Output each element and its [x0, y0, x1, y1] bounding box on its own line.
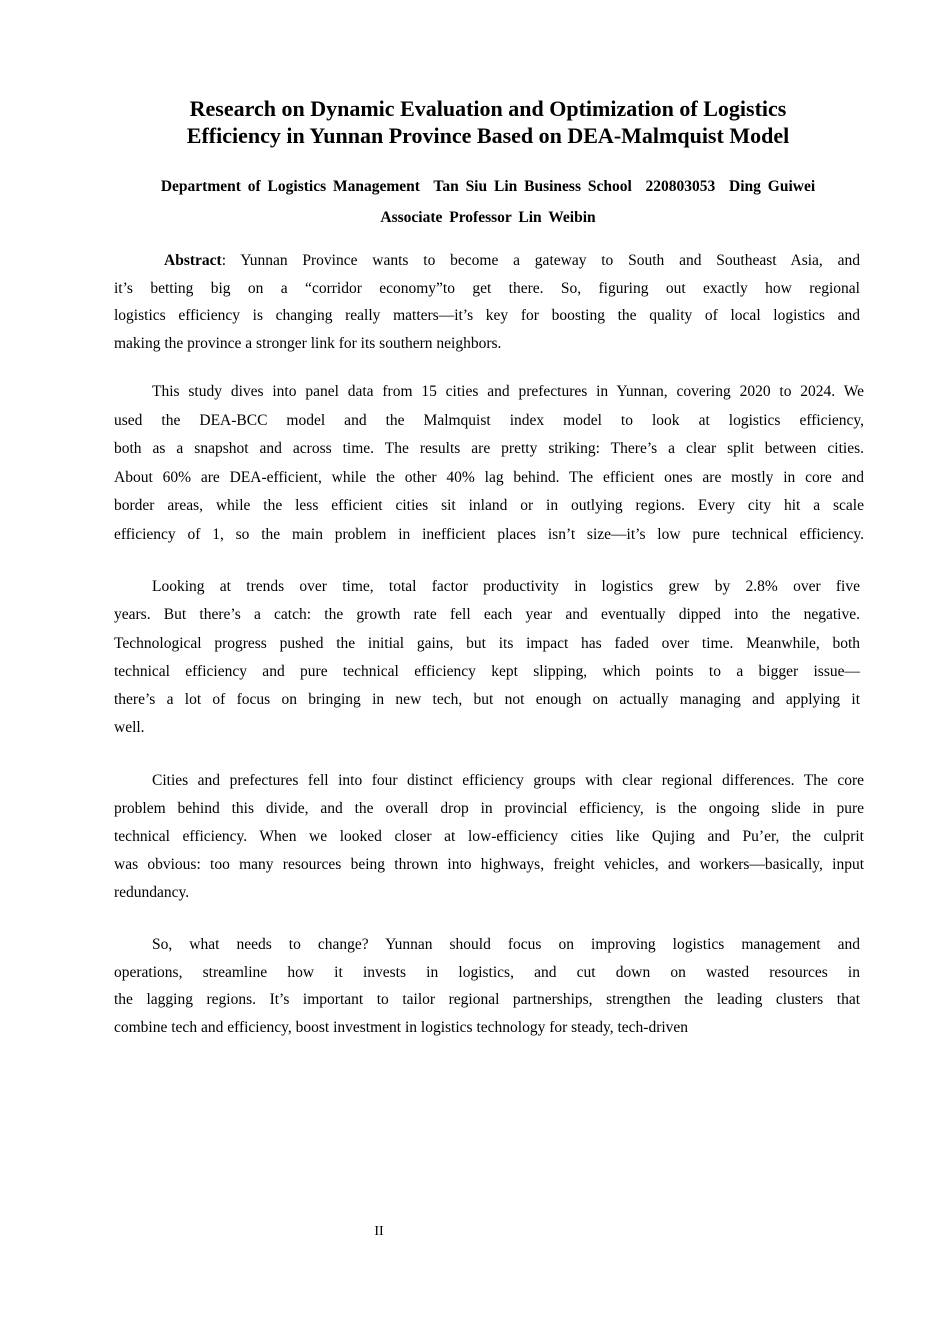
paragraph-line: Technological progress pushed the initial gains, but its impact has faded over time. Meanwhile, both [114, 634, 860, 652]
abstract-line: making the province a stronger link for its southern neighbors. [114, 334, 502, 352]
paragraph-line: Looking at trends over time, total factor productivity in logistics grew by 2.8% over five [152, 578, 860, 595]
paragraph-line: technical efficiency and pure technical efficiency kept slipping, which points to a bigger issue— [114, 662, 860, 680]
paragraph-line: years. But there’s a catch: the growth rate fell each year and eventually dipped into the negative. [114, 606, 860, 624]
paragraph-line: About 60% are DEA-efficient, while the other 40% lag behind. The efficient ones are mostly in core and [114, 468, 864, 486]
paragraph-line: problem behind this divide, and the overall drop in provincial efficiency, is the ongoing slide in pure [114, 800, 864, 817]
paragraph-line: operations, streamline how it invests in logistics, and cut down on wasted resources in [114, 963, 860, 981]
abstract-line: it’s betting big on a “corridor economy”to get there. So, figuring out exactly how regional [114, 279, 860, 297]
paragraph-line: was obvious: too many resources being thrown into highways, freight vehicles, and workers—basically, input [114, 856, 864, 873]
paragraph-line: both as a snapshot and across time. The results are pretty striking: There’s a clear split between cities. [114, 440, 864, 457]
page-number: II [374, 1224, 384, 1239]
abstract-line: logistics efficiency is changing really matters—it’s key for boosting the quality of local logistics and [114, 307, 860, 324]
paragraph-line: combine tech and efficiency, boost investment in logistics technology for steady, tech-driven [114, 1019, 689, 1037]
body-paragraph-1 [114, 378, 864, 549]
title-line-1: Research on Dynamic Evaluation and Optimization of Logistics [189, 96, 787, 121]
paragraph-line: Cities and prefectures fell into four distinct efficiency groups with clear regional differences. The core [152, 772, 864, 789]
paragraph-line: technical efficiency. When we looked closer at low-efficiency cities like Qujing and Pu’er, the culprit [114, 828, 864, 845]
body-paragraph-3 [114, 767, 864, 907]
author-affiliation: Department of Logistics Management Tan Siu Lin Business School 220803053 Ding Guiwei [160, 178, 816, 195]
title-line-2: Efficiency in Yunnan Province Based on DEA-Malmquist Model [186, 123, 790, 148]
paragraph-line: used the DEA-BCC model and the Malmquist index model to look at logistics efficiency, [114, 411, 864, 429]
advisor-line: Associate Professor Lin Weibin [380, 209, 596, 226]
paragraph-line: well. [114, 719, 145, 737]
body-paragraph-2 [114, 573, 860, 743]
abstract-line-text: : Yunnan Province wants to become a gateway to South and Southeast Asia, and [221, 252, 860, 269]
paragraph-line: the lagging regions. It’s important to tailor regional partnerships, strengthen the leading clusters that [114, 991, 860, 1009]
paragraph-line: border areas, while the less efficient cities sit inland or in outlying regions. Every city hit a scale [114, 497, 864, 514]
paragraph-line: there’s a lot of focus on bringing in new tech, but not enough on actually managing and applying it [114, 691, 860, 709]
page-title [100, 95, 876, 149]
abstract-paragraph [114, 247, 860, 357]
body-paragraph-4 [114, 931, 860, 1042]
paragraph-line: This study dives into panel data from 15 cities and prefectures in Yunnan, covering 2020 to 2024. We [152, 383, 864, 400]
abstract-label: Abstract [164, 252, 222, 269]
abstract-line [114, 247, 860, 275]
paragraph-line: redundancy. [114, 884, 190, 901]
paragraph-line: So, what needs to change? Yunnan should focus on improving logistics management and [152, 936, 860, 953]
paragraph-line: efficiency of 1, so the main problem in inefficient places isn’t size—it’s low pure technical efficiency. [114, 525, 864, 543]
